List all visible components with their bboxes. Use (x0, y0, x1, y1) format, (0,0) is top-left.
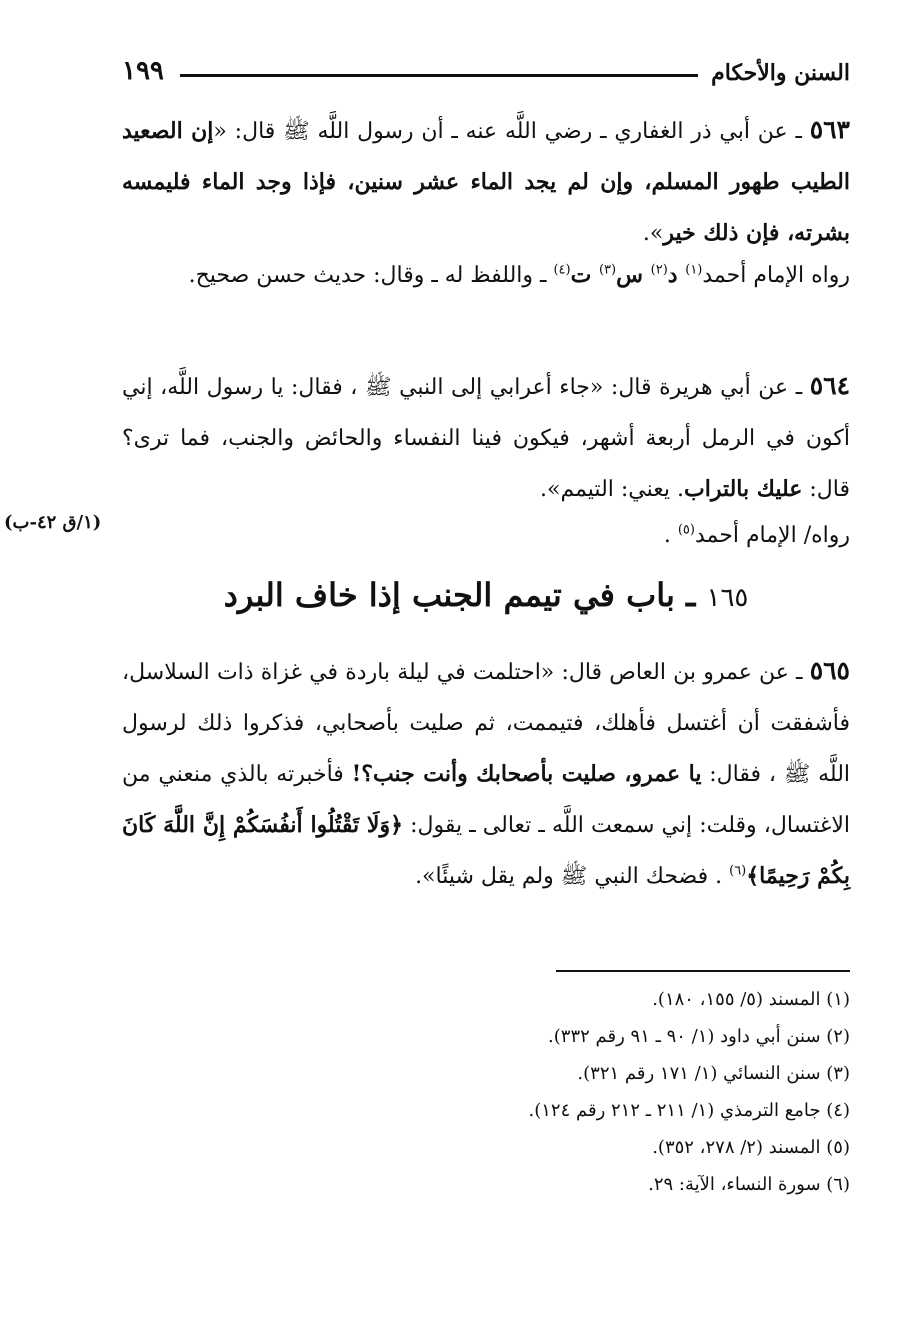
hadith-564 (122, 360, 850, 510)
footnote-ref-2: (٢) (650, 262, 668, 278)
hadith-matn: عليك بالتراب (684, 476, 803, 502)
chapter-number: ١٦٥ (706, 583, 749, 613)
footnotes-list (122, 981, 850, 1203)
footnote-ref-3: (٣) (598, 262, 617, 278)
hadith-number: ٥٦٣ (809, 115, 850, 144)
source-nasai: س (616, 262, 651, 288)
hadith-matn: يا عمرو، صليت بأصحابك وأنت جنب؟! (351, 761, 702, 787)
riwaya-end: . (663, 523, 678, 548)
footnote-ref-5: (٥) (677, 522, 695, 538)
hadith-number: ٥٦٤ (809, 371, 851, 400)
hadith-close: ». (642, 221, 664, 246)
footnote-ref-1: (١) (685, 262, 703, 278)
footnote-item: (٥) المسند (٢/ ٢٧٨، ٣٥٢). (652, 1137, 850, 1158)
riwaya-prefix: رواه الإمام أحمد (702, 263, 850, 288)
hadith-text-end: . فضحك النبي ﷺ ولم يقل شيئًا». (415, 864, 730, 889)
header-rule (180, 74, 698, 77)
chapter-heading (122, 565, 850, 629)
running-header (122, 56, 850, 90)
footnote-item: (٢) سنن أبي داود (١/ ٩٠ ـ ٩١ رقم ٣٣٢). (548, 1026, 850, 1047)
hadith-number: ٥٦٥ (809, 656, 850, 685)
hadith-matn: إن الصعيد الطيب طهور المسلم، وإن لم يجد الماء عشر سنين، فإذا وجد الماء فليمسه بشرته، فإن ذلك خير (122, 118, 850, 246)
page-number: ١٩٩ (122, 56, 164, 86)
riwaya-suffix: ـ واللفظ له ـ وقال: حديث حسن صحيح. (188, 263, 554, 288)
source-abudawud: د (667, 262, 686, 288)
hadith-after: . يعني: التيمم». (539, 477, 684, 502)
hadith-text: ـ عن عمرو بن العاص قال: «احتلمت في ليلة باردة في غزاة ذات السلاسل، فأشفقت أن أغتسل فأهلك، فتيممت، ثم صليت بأصحابي، فذكروا ذلك لرسول اللَّه ﷺ ، فقال: (122, 660, 851, 787)
source-tirmidhi: ت (570, 262, 599, 288)
footnote-ref-6: (٦) (729, 863, 747, 879)
riwaya-564 (122, 510, 850, 560)
manuscript-margin-note: (١/ق ٤٢-ب) (4, 512, 102, 533)
hadith-565 (122, 645, 850, 945)
riwaya-prefix: رواه/ الإمام أحمد (694, 523, 850, 548)
footnote-item: (١) المسند (٥/ ١٥٥، ١٨٠). (652, 989, 850, 1010)
hadith-text: ـ عن أبي هريرة قال: «جاء أعرابي إلى النبي ﷺ ، فقال: يا رسول اللَّه، إني أكون في الرمل أربعة أشهر، فيكون فينا النفساء والحائض والجنب، فما ترى؟ قال: (122, 375, 850, 502)
hadith-563 (122, 104, 850, 264)
hadith-intro: ـ عن أبي ذر الغفاري ـ رضي اللَّه عنه ـ أن رسول اللَّه ﷺ قال: « (213, 119, 802, 144)
footnote-item: (٤) جامع الترمذي (١/ ٢١١ ـ ٢١٢ رقم ١٢٤). (528, 1100, 850, 1121)
quran-verse: ﴿وَلَا تَقْتُلُوا أَنفُسَكُمْ إِنَّ اللَّهَ كَانَ بِكُمْ رَحِيمًا﴾ (122, 812, 850, 889)
chapter-title: ـ باب في تيمم الجنب إذا خاف البرد (223, 576, 696, 614)
riwaya-563 (122, 250, 850, 360)
footnote-item: (٦) سورة النساء، الآية: ٢٩. (648, 1174, 850, 1195)
footnote-rule (556, 970, 850, 972)
hadith-text-cont: فأخبرته بالذي منعني من الاغتسال، وقلت: إني سمعت اللَّه ـ تعالى ـ يقول: (122, 762, 850, 838)
footnote-ref-4: (٤) (553, 262, 571, 278)
footnote-item: (٣) سنن النسائي (١/ ١٧١ رقم ٣٢١). (577, 1063, 850, 1084)
book-title: السنن والأحكام (711, 60, 850, 86)
